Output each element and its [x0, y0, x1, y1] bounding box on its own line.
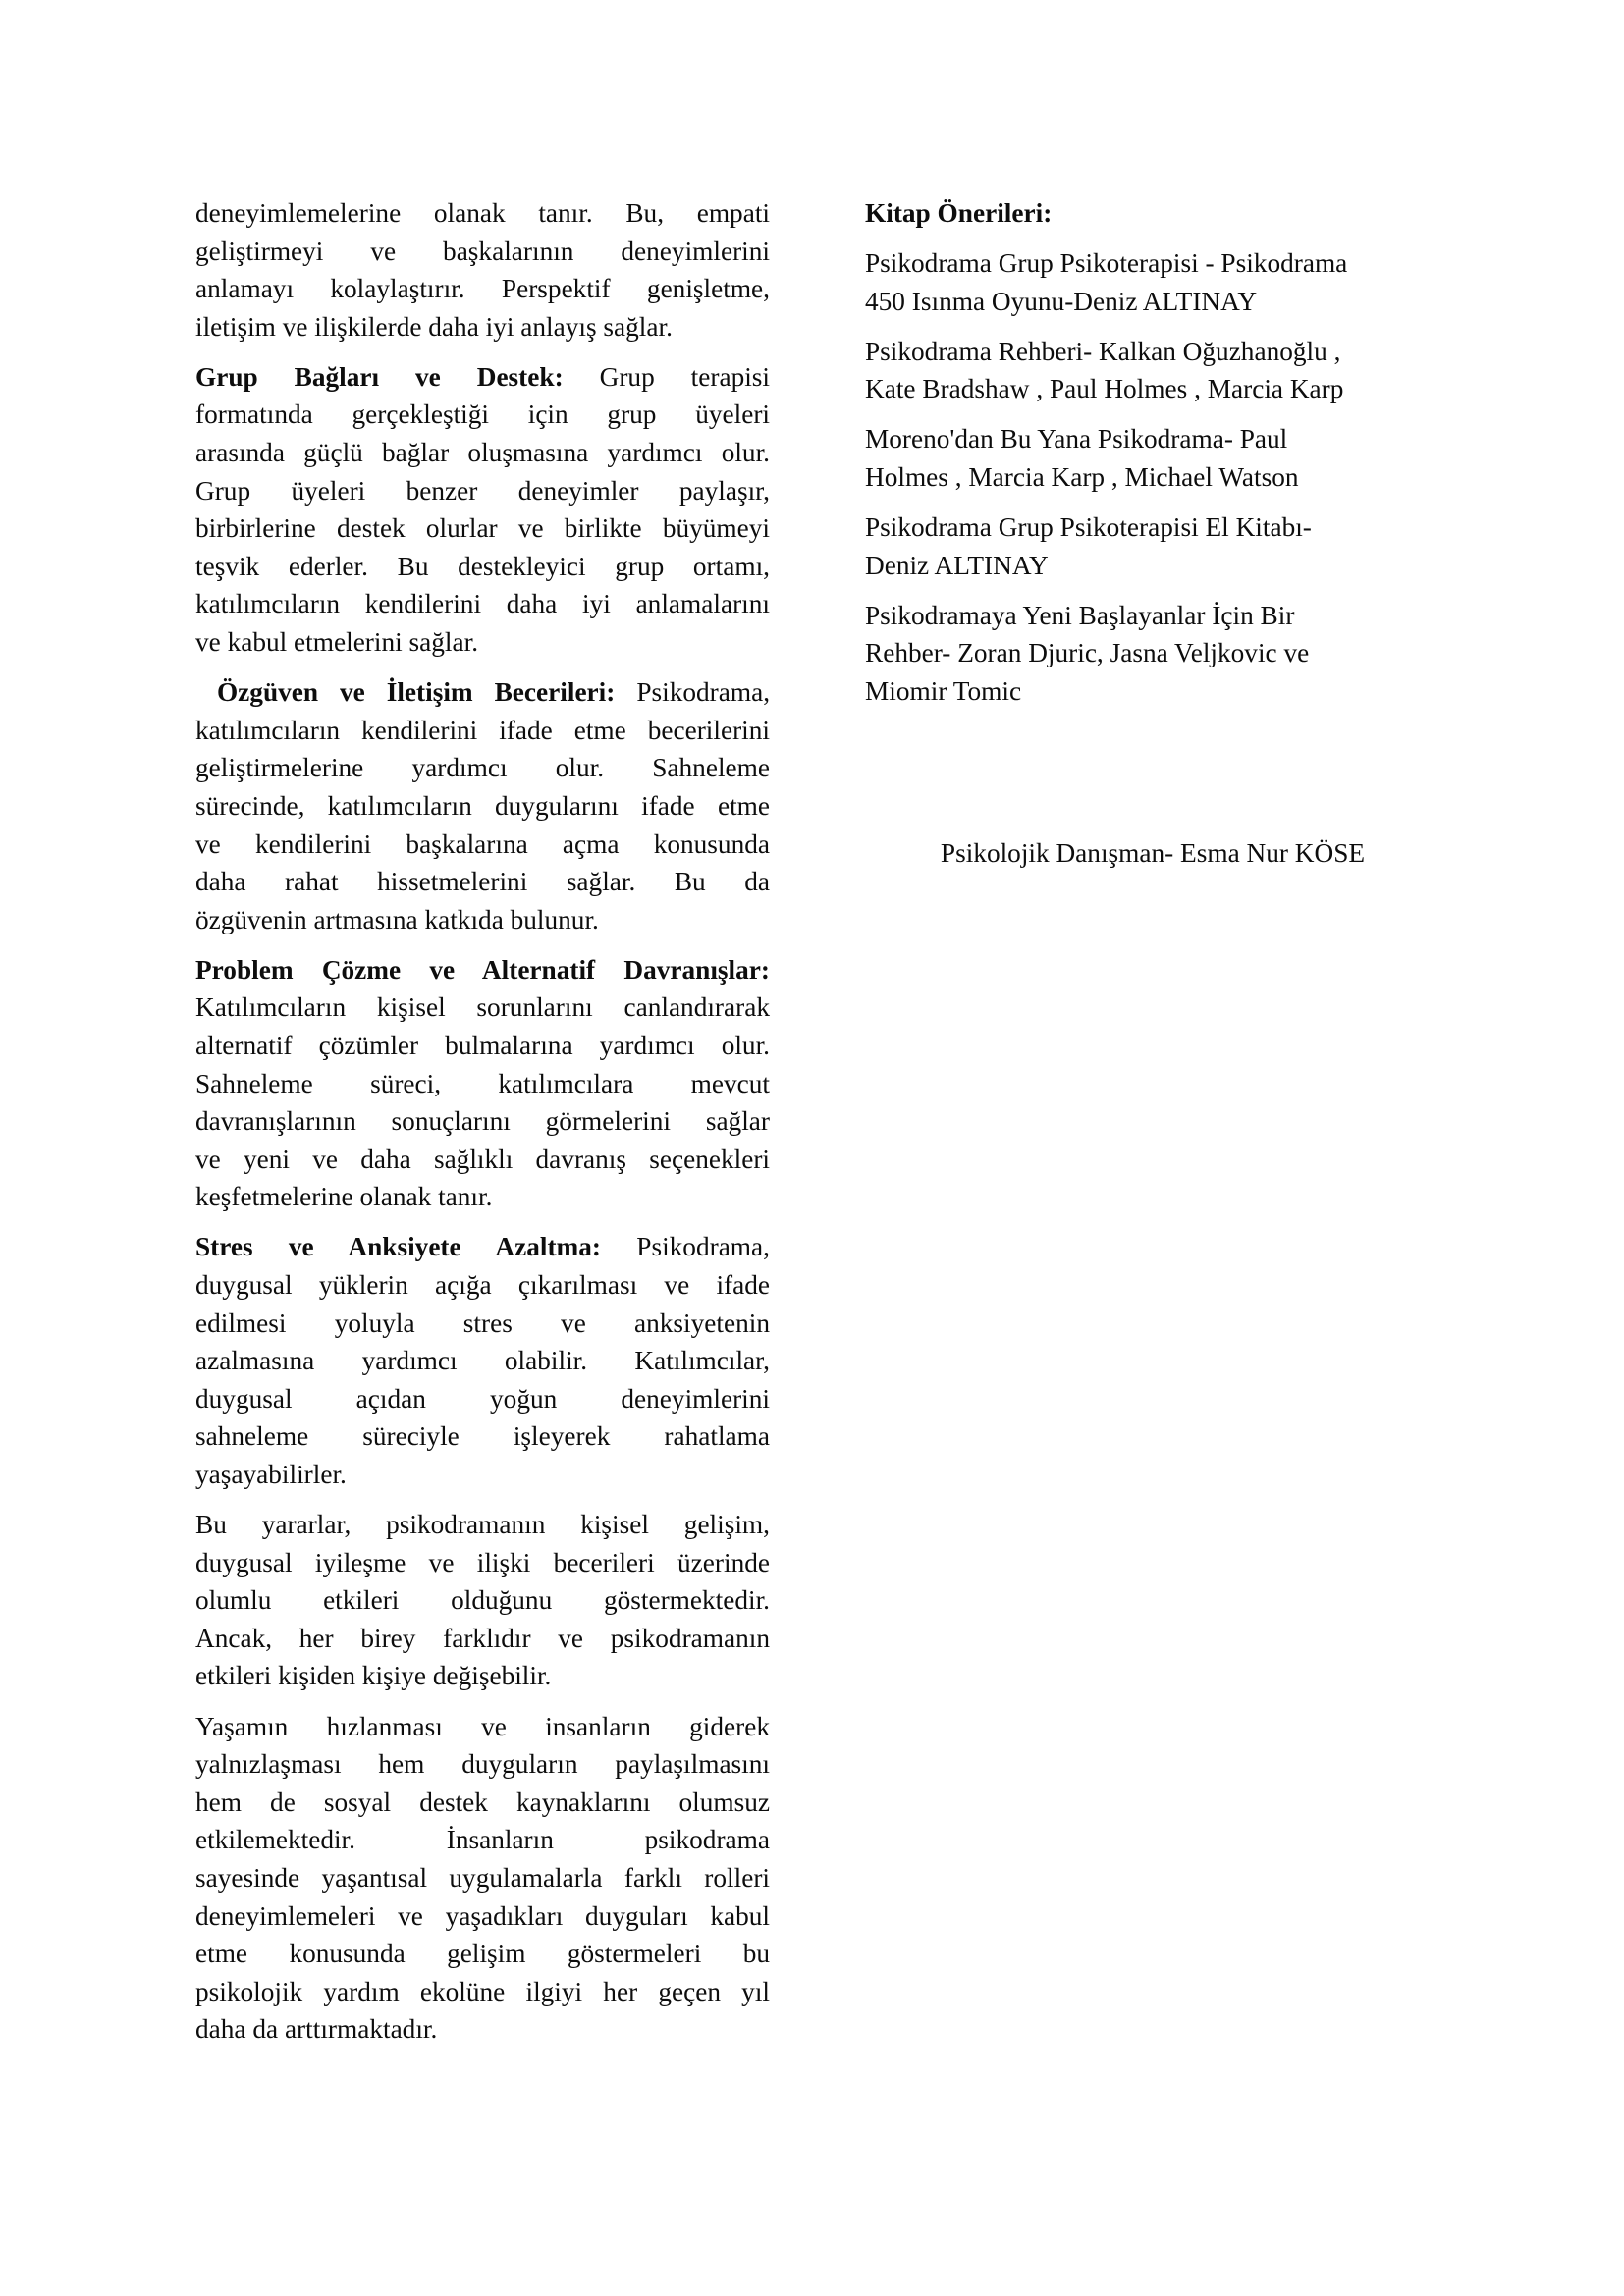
text-line: olumlu etkileri olduğunu göstermektedir. [195, 1585, 770, 1616]
text-line [195, 673, 770, 712]
text-line: sürecinde, katılımcıların duygularını ifade etme [195, 790, 770, 821]
text-line [195, 1228, 770, 1266]
text-line: daha da arttırmaktadır. [195, 2014, 438, 2045]
text-line: daha rahat hissetmelerini sağlar. Bu da [195, 867, 770, 897]
text-line: sayesinde yaşantısal uygulamalarla farklı rolleri [195, 1862, 770, 1893]
paragraph-stress-anxiety [195, 1228, 770, 1493]
text-line: Bu yararlar, psikodramanın kişisel gelişim, [195, 1510, 770, 1540]
right-column [865, 194, 1415, 722]
book-recommendation [865, 597, 1415, 711]
text-line: Yaşamın hızlanması ve insanların giderek [195, 1711, 770, 1741]
text-fragment: Grup terapisi [599, 361, 771, 392]
author-signature [865, 834, 1415, 873]
text-line: arasında güçlü bağlar oluşmasına yardımcı olur. [195, 438, 770, 468]
section-title: Özgüven ve İletişim Becerileri: [216, 677, 616, 708]
text-line: ve kabul etmelerini sağlar. [195, 627, 479, 658]
left-column [195, 194, 770, 2060]
text-line: Deniz ALTINAY [865, 550, 1049, 580]
section-title: Problem Çözme ve Alternatif Davranışlar: [195, 954, 770, 985]
text-line: birbirlerine destek olurlar ve birlikte büyümeyi [195, 513, 770, 544]
signature-text: Psikolojik Danışman- Esma Nur KÖSE [940, 838, 1366, 868]
text-line [195, 358, 770, 397]
text-line: keşfetmelerine olanak tanır. [195, 1182, 493, 1212]
section-title: Grup Bağları ve Destek: [195, 361, 564, 392]
text-line: psikolojik yardım ekolüne ilgiyi her geçen yıl [195, 1976, 770, 2006]
text-line: teşvik ederler. Bu destekleyici grup ortamı, [195, 551, 770, 581]
book-recommendation [865, 420, 1415, 496]
text-fragment: Psikodrama, [636, 1232, 770, 1262]
text-line: Katılımcıların kişisel sorunlarını canlandırarak [195, 992, 770, 1023]
text-line: Sahneleme süreci, katılımcılara mevcut [195, 1068, 770, 1098]
text-line: duygusal yüklerin açığa çıkarılması ve ifade [195, 1270, 770, 1301]
book-recommendation [865, 244, 1415, 320]
text-line: formatında gerçekleştiği için grup üyeleri [195, 400, 770, 430]
book-recommendations-heading: Kitap Önerileri: [865, 198, 1053, 228]
text-line: Psikodrama Grup Psikoterapisi - Psikodrama [865, 248, 1348, 279]
text-line: etkileri kişiden kişiye değişebilir. [195, 1661, 552, 1691]
text-line: azalmasına yardımcı olabilir. Katılımcılar, [195, 1346, 770, 1376]
book-recommendation [865, 333, 1415, 408]
paragraph-problem-solving [195, 951, 770, 1216]
text-fragment: Psikodrama, [636, 677, 771, 708]
text-line: hem de sosyal destek kaynaklarını olumsuz [195, 1787, 770, 1817]
text-line: edilmesi yoluyla stres ve anksiyetenin [195, 1308, 770, 1338]
text-line: davranışlarının sonuçlarını görmelerini sağlar [195, 1106, 770, 1137]
text-line: ve kendilerini başkalarına açma konusunda [195, 828, 770, 859]
text-line: etkilemektedir. İnsanların psikodrama [195, 1825, 770, 1855]
text-line: sahneleme süreciyle işleyerek rahatlama [195, 1421, 770, 1452]
text-line: ve yeni ve daha sağlıklı davranış seçenekleri [195, 1144, 770, 1174]
paragraph-self-confidence [195, 673, 770, 938]
text-line: 450 Isınma Oyunu-Deniz ALTINAY [865, 286, 1258, 316]
text-line: katılımcıların kendilerini ifade etme becerilerini [195, 715, 770, 745]
paragraph-group-bonds [195, 358, 770, 662]
text-line: iletişim ve ilişkilerde daha iyi anlayış sağlar. [195, 311, 673, 342]
text-line: Ancak, her birey farklıdır ve psikodramanın [195, 1623, 770, 1653]
text-line: Psikodrama Rehberi- Kalkan Oğuzhanoğlu , [865, 336, 1341, 366]
text-line [195, 951, 770, 989]
text-line: geliştirmeyi ve başkalarının deneyimlerini [195, 236, 770, 266]
text-line: Holmes , Marcia Karp , Michael Watson [865, 462, 1299, 493]
text-line: anlamayı kolaylaştırır. Perspektif genişletme, [195, 274, 770, 304]
section-title: Stres ve Anksiyete Azaltma: [195, 1232, 602, 1262]
text-line: deneyimlemelerine olanak tanır. Bu, empati [195, 198, 770, 228]
text-line: Psikodramaya Yeni Başlayanlar İçin Bir [865, 600, 1295, 630]
text-line: özgüvenin artmasına katkıda bulunur. [195, 904, 599, 934]
text-line: Moreno'dan Bu Yana Psikodrama- Paul [865, 424, 1288, 454]
text-line: duygusal iyileşme ve ilişki becerileri üzerinde [195, 1547, 770, 1577]
paragraph-conclusion [195, 1708, 770, 2049]
text-line: yalnızlaşması hem duyguların paylaşılmasını [195, 1749, 770, 1780]
book-recommendation [865, 508, 1415, 584]
text-line: yaşayabilirler. [195, 1460, 347, 1489]
text-line: deneyimlemeleri ve yaşadıkları duyguları kabul [195, 1900, 770, 1931]
text-line: Kate Bradshaw , Paul Holmes , Marcia Karp [865, 374, 1344, 404]
text-line: geliştirmelerine yardımcı olur. Sahneleme [195, 753, 770, 783]
text-line: katılımcıların kendilerini daha iyi anlamalarını [195, 589, 770, 619]
text-line: Miomir Tomic [865, 676, 1022, 707]
text-line: alternatif çözümler bulmalarına yardımcı olur. [195, 1030, 770, 1060]
text-line: Psikodrama Grup Psikoterapisi El Kitabı- [865, 512, 1312, 543]
text-line: Rehber- Zoran Djuric, Jasna Veljkovic ve [865, 638, 1310, 668]
text-line: etme konusunda gelişim göstermeleri bu [195, 1939, 770, 1969]
paragraph-benefits-summary [195, 1506, 770, 1695]
paragraph-empathy [195, 194, 770, 346]
text-line: duygusal açıdan yoğun deneyimlerini [195, 1383, 770, 1414]
text-line: Grup üyeleri benzer deneyimler paylaşır, [195, 475, 770, 506]
